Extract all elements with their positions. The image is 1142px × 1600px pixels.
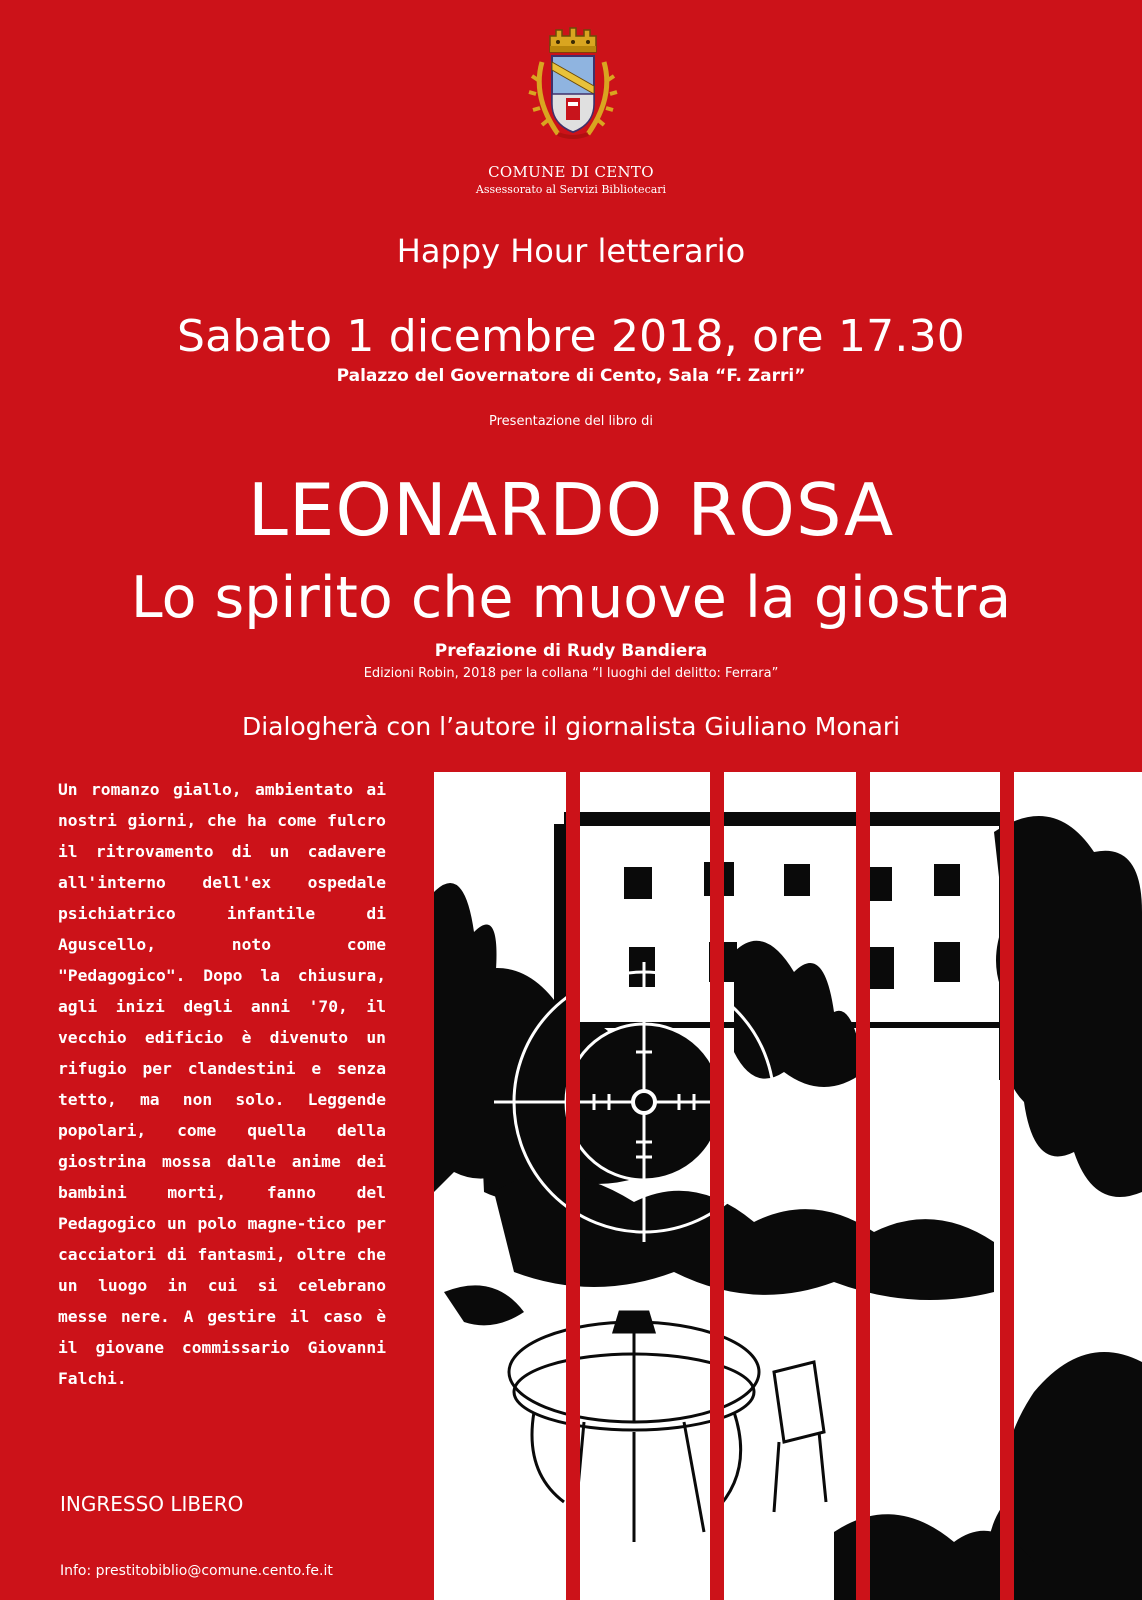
book-publisher: Edizioni Robin, 2018 per la collana “I luoghi del delitto: Ferrara” <box>363 666 779 681</box>
book-preface: Prefazione di Rudy Bandiera <box>434 641 708 661</box>
dialogue-line: Dialogherà con l’autore il giornalista Giuliano Monari <box>241 712 901 741</box>
event-venue: Palazzo del Governatore di Cento, Sala “F. Zarri” <box>336 366 806 386</box>
book-synopsis: Un romanzo giallo, ambientato ai nostri giorni, che ha come fulcro il ritrovamento di un cadavere all'interno dell'ex ospedale psichiatrico infantile di Aguscello, noto come "Pedagogico". Dopo la chiusura, agli inizi degli anni '70, il vecchio edificio è divenuto un rifugio per clandestini e senza tetto, ma non solo. Leggende popolari, come quella della giostrina mossa dalle anime dei bambini morti, fanno del Pedagogico un polo magne-tico per cacciatori di fantasmi, oltre che un luogo in cui si celebrano messe nere. A gestire il caso è il giovane commissario Giovanni Falchi. <box>58 780 386 1388</box>
organization-department: Assessorato al Servizi Bibliotecari <box>475 183 667 196</box>
event-series: Happy Hour letterario <box>396 232 746 270</box>
author-name: LEONARDO ROSA <box>247 468 895 552</box>
book-intro: Presentazione del libro di <box>489 414 653 429</box>
free-entry-label: INGRESSO LIBERO <box>60 1492 244 1516</box>
coat-of-arms-icon <box>528 22 618 144</box>
event-datetime: Sabato 1 dicembre 2018, ore 17.30 <box>177 311 965 362</box>
book-cover-illustration <box>434 772 1142 1600</box>
book-title: Lo spirito che muove la giostra <box>130 565 1012 631</box>
organization-name: COMUNE DI CENTO <box>488 163 654 181</box>
info-contact: Info: prestitobiblio@comune.cento.fe.it <box>60 1563 333 1579</box>
